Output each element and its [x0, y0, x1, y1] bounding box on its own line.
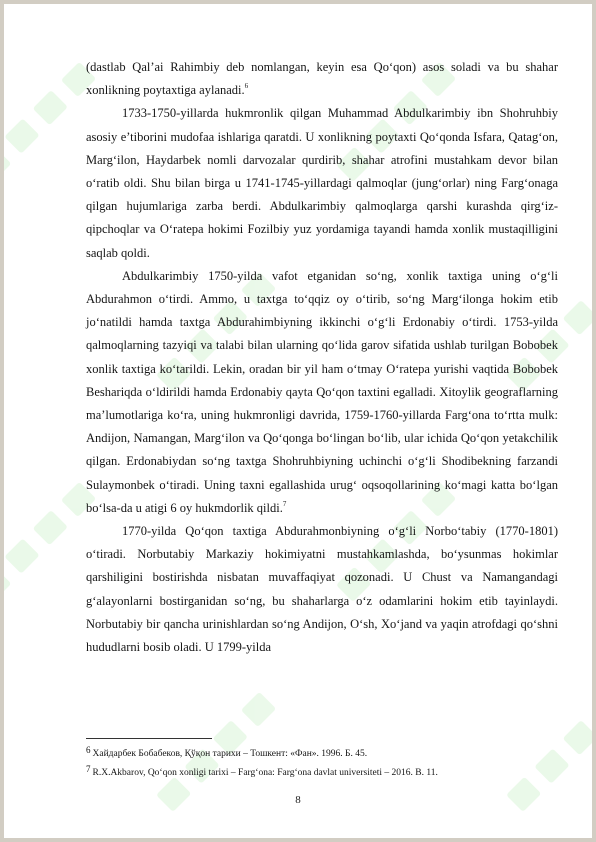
footnote-text: Хайдарбек Бобабеков, Қўқон тарихи – Тошкент: «Фан». 1996. Б. 45. [92, 749, 368, 759]
page-number: 8 [295, 794, 301, 806]
footnote-divider [86, 738, 212, 739]
paragraph [86, 56, 558, 102]
paragraph [86, 520, 558, 659]
footnote-reference: 6 [244, 82, 249, 91]
footnote [86, 762, 558, 781]
paragraph [86, 102, 558, 264]
paragraph-text: Abdulkarimbiy 1750-yilda vafot etganidan so‘ng, xonlik taxtiga uning o‘g‘li Abdurahmon o‘tirdi. Ammo, u taxtga to‘qqiz oy o‘tirib, so‘ng Marg‘ilonga hokim etib jo‘natildi hamda taxtga Abdurahimbiyning ikkinchi o‘g‘li Erdonabiy o‘tirdi. 1753-yilda qalmoqlarning tazyiqi va talabi bilan ularning qo‘lida garov sifatida ushlab turilgan Bobobek xonlik taxtiga ko‘tarildi. Lekin, oradan bir yil ham o‘tmay O‘ratepa yurishi vaqtida Bobobek Beshariqda o‘ldirildi hamda Erdonabiy qayta Qo‘qon taxtini egalladi. Xitoylik geograflarning ma’lumotlariga ko‘ra, uning hukmronligi davrida, 1759-1760-yillarda Farg‘ona to‘rtta mulk: Andijon, Namangan, Marg‘ilon va Qo‘qonga bo‘lingan bo‘lib, ular ichida Qo‘qon yetakchilik qilgan. Erdonabiydan so‘ng taxtga Shohruhbiyning uchinchi o‘g‘li Shodibekning farzandi Sulaymonbek o‘tiradi. Uning taxni egallashida urug‘ oqsoqollarining ko‘magi katta bo‘lgan bo‘lsa-da u atigi 6 oy hukmdorlik qildi. [86, 268, 558, 515]
footnote-mark: 7 [86, 764, 91, 774]
paragraph [86, 265, 558, 520]
watermark-mark [4, 482, 96, 602]
footnote-reference: 7 [282, 499, 287, 508]
footnote-text: R.X.Akbarov, Qo‘qon xonligi tarixi – Farg‘ona: Farg‘ona davlat universiteti – 2016. B. 11. [92, 768, 438, 778]
paragraph-text: 1733-1750-yillarda hukmronlik qilgan Muhammad Abdulkarimbiy ibn Shohruhbiy asosiy e’tiborini mudofaa ishlariga qaratdi. U xonlikning poytaxti Qo‘qonda Isfara, Qatag‘on, Marg‘ilon, Haydarbek nomli darvozalar qurdirib, shahar atrofini mustahkam devor bilan o‘ratib oldi. Shu bilan birga u 1741-1745-yillardagi qalmoqlar (jung‘orlar) ning Farg‘onaga qilgan hujumlariga zarba berdi. Abdulkarimbiy qalmoqlarga qarshi kurashda qirg‘iz-qipchoqlar va O‘ratepa hokimi Fozilbiy yuz yordamiga tayandi hamda xonlik mustaqilligini saqlab qoldi. [86, 106, 558, 260]
paragraph-text: 1770-yilda Qo‘qon taxtiga Abdurahmonbiyning o‘g‘li Norbo‘tabiy (1770-1801) o‘tiradi. Norbutabiy Markaziy hokimiyatni mustahkamlashda, bo‘ysunmas hokimlar qarshiligini bostirishda nisbatan muvaffaqiyat qozonadi. U Chust va Namangandagi g‘alayonlarni bostirganidan so‘ng, bu shaharlarga o‘z odamlarini hokim etib tayinlaydi. Norbutabiy bir qancha urinishlardan so‘ng Andijon, O‘sh, Xo‘jand va yaqin atrofdagi qo‘shni hududlarni bosib oladi. U 1799-yilda [86, 524, 558, 655]
document-page [4, 4, 592, 838]
footnote [86, 743, 558, 762]
footnote-mark: 6 [86, 745, 91, 755]
watermark-mark [4, 62, 96, 182]
body-text [86, 56, 558, 659]
footnotes [86, 738, 558, 781]
paragraph-text: (dastlab Qal’ai Rahimbiy deb nomlangan, keyin esa Qo‘qon) asos soladi va bu shahar xonlikning poytaxtiga aylanadi. [86, 60, 558, 98]
